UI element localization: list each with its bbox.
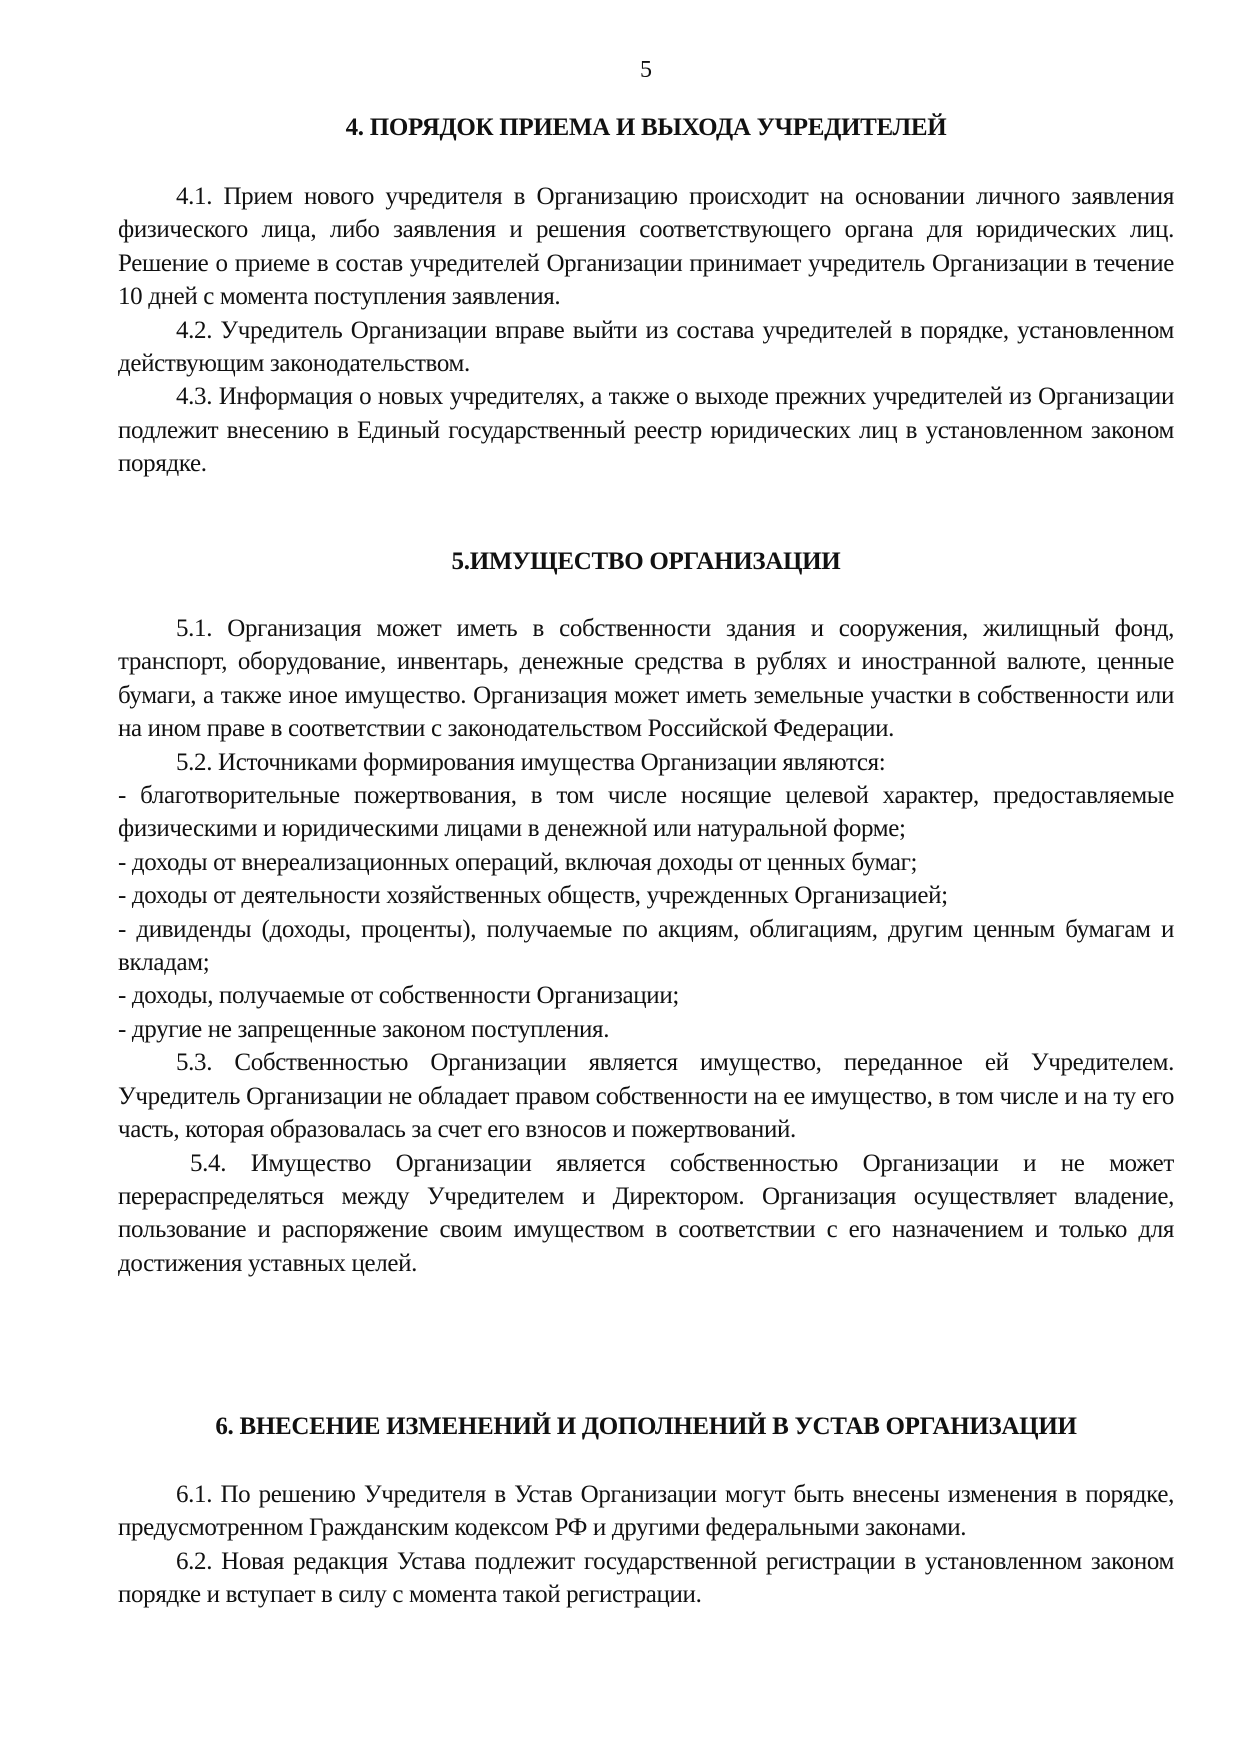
paragraph-6-2: 6.2. Новая редакция Устава подлежит государственной регистрации в установленном законом порядке и вступает в силу с момента такой регистрации. xyxy=(118,1547,1174,1609)
paragraph-6-1: 6.1. По решению Учредителя в Устав Организации могут быть внесены изменения в порядке, предусмотренном Гражданским кодексом РФ и другими федеральными законами. xyxy=(118,1481,1174,1542)
list-item: - доходы от деятельности хозяйственных обществ, учрежденных Организацией; xyxy=(118,882,948,910)
list-item: - дивиденды (доходы, проценты), получаемые по акциям, облигациям, другим ценным бумагам и вкладам; xyxy=(118,915,1174,977)
paragraph-4-3: 4.3. Информация о новых учредителях, а также о выходе прежних учредителей из Организации подлежит внесению в Единый государственный реестр юридических лиц в установленном законом порядке. xyxy=(118,383,1174,478)
paragraph-4-2: 4.2. Учредитель Организации вправе выйти из состава учредителей в порядке, установленном действующим законодательством. xyxy=(118,316,1174,378)
list-item: - благотворительные пожертвования, в том числе носящие целевой характер, предоставляемые физическими и юридическими лицами в денежной или натуральной форме; xyxy=(118,782,1174,843)
page-number: 5 xyxy=(640,57,652,83)
list-item: - другие не запрещенные законом поступления. xyxy=(118,1015,610,1043)
section-5-heading: 5.ИМУЩЕСТВО ОРГАНИЗАЦИИ xyxy=(451,548,841,575)
paragraph-5-4: 5.4. Имущество Организации является собственностью Организации и не может перераспределяться между Учредителем и Директором. Организация осуществляет владение, пользование и распоряжение своим имуществом в соответствии с его назначением и только для достижения уставных целей. xyxy=(118,1149,1174,1277)
paragraph-5-3: 5.3. Собственностью Организации является имущество, переданное ей Учредителем. Учредитель Организации не обладает правом собственности на ее имущество, в том числе и на ту его часть, которая образовалась за счет его взносов и пожертвований. xyxy=(118,1049,1174,1144)
paragraph-5-2: 5.2. Источниками формирования имущества Организации являются: xyxy=(176,748,886,776)
list-item: - доходы от внереализационных операций, включая доходы от ценных бумаг; xyxy=(118,848,918,876)
section-6-heading: 6. ВНЕСЕНИЕ ИЗМЕНЕНИЙ И ДОПОЛНЕНИЙ В УСТАВ ОРГАНИЗАЦИИ xyxy=(215,1413,1077,1440)
paragraph-4-1: 4.1. Прием нового учредителя в Организацию происходит на основании личного заявления физического лица, либо заявления и решения соответствующего органа для юридических лиц. Решение о приеме в состав учредителей Организации принимает учредитель Организации в течение 10 дней с момента поступления заявления. xyxy=(118,183,1174,311)
section-5-body xyxy=(118,612,1174,1280)
section-4-body xyxy=(118,180,1174,481)
paragraph-5-1: 5.1. Организация может иметь в собственности здания и сооружения, жилищный фонд, транспорт, оборудование, инвентарь, денежные средства в рублях и иностранной валюте, ценные бумаги, а также иное имущество. Организация может иметь земельные участки в собственности или на ином праве в соответствии с законодательством Российской Федерации. xyxy=(118,615,1174,743)
section-6-body xyxy=(118,1478,1174,1612)
list-item: - доходы, получаемые от собственности Организации; xyxy=(118,982,679,1010)
section-4-heading: 4. ПОРЯДОК ПРИЕМА И ВЫХОДА УЧРЕДИТЕЛЕЙ xyxy=(345,114,947,141)
